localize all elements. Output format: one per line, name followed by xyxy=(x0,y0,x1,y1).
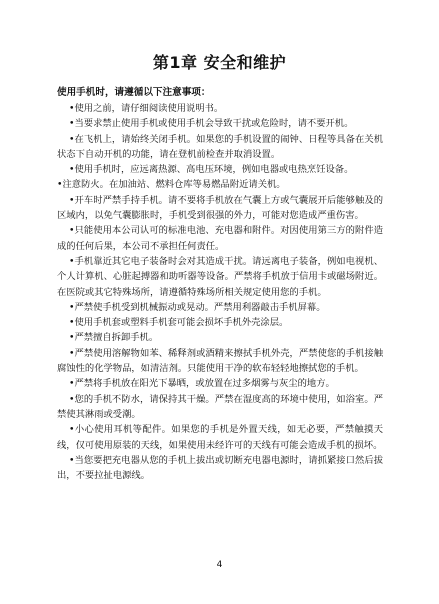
page-number: 4 xyxy=(216,560,223,570)
paragraph: •手机靠近其它电子装备时会对其造成干扰。请远离电子装备，例如电视机、个人计算机、心脏起搏器和助听器等设备。严禁将手机放于信用卡或磁场附近。在医院或其它特殊场所，请遵循特殊场所相关规定使用您的手机。 xyxy=(57,255,383,298)
paragraph: •使用手机套或塑料手机套可能会损坏手机外壳涂层。 xyxy=(69,317,289,329)
paragraph: •在飞机上，请始终关闭手机。如果您的手机设置的闹钟、日程等具备在关机状态下自动开机的功能，请在登机前检查并取消设置。 xyxy=(57,133,383,160)
paragraph: •使用之前，请仔细阅读使用说明书。 xyxy=(69,103,224,114)
paragraph: •当要求禁止使用手机或使用手机会导致干扰或危险时，请不要开机。 xyxy=(69,118,354,130)
section-heading: 使用手机时，请遵循以下注意事项： xyxy=(57,87,211,98)
paragraph: •严禁将手机放在阳光下暴晒，或放置在过多烟雾与灰尘的地方。 xyxy=(69,378,335,390)
paragraph: •注意防火。在加油站、燃料仓库等易燃品附近请关机。 xyxy=(57,179,286,191)
paragraph: •严禁使用溶解物如苯、稀释剂或酒精来擦拭手机外壳，严禁使您的手机接触腐蚀性的化学物品，如清洁剂。只能使用干净的软布轻轻地擦拭您的手机。 xyxy=(57,347,383,375)
chapter-title: 第1章 安全和维护 xyxy=(152,53,287,72)
paragraph: •小心使用耳机等配件。如果您的手机是外置天线，如无必要，严禁触摸天线，仅可使用原装的天线，如果使用未经许可的天线有可能会造成手机的损坏。 xyxy=(57,424,383,451)
paragraph: •只能使用本公司认可的标准电池、充电器和附件。对因使用第三方的附件造成的任何后果，本公司不承担任何责任。 xyxy=(57,225,383,252)
paragraph: •使用手机时，应远离热源、高电压环境，例如电器或电热烹饪设备。 xyxy=(69,164,354,176)
paragraph: •严禁擅自拆卸手机。 xyxy=(69,332,159,344)
body-text xyxy=(57,101,383,483)
paragraph: •当您要把充电器从您的手机上拔出或切断充电器电源时，请抓紧接口然后拔出，不要拉扯电源线。 xyxy=(57,454,383,482)
paragraph: •严禁使手机受到机械振动或晃动。严禁用利器敲击手机屏幕。 xyxy=(69,301,326,313)
paragraph: •开车时严禁手持手机。请不要将手机放在气囊上方或气囊展开后能够触及的区域内，以免气囊膨胀时，手机受到很强的外力，可能对您造成严重伤害。 xyxy=(57,194,383,222)
paragraph: •您的手机不防水，请保持其干燥。严禁在湿度高的环境中使用，如浴室。严禁使其淋雨或受潮。 xyxy=(57,393,383,420)
